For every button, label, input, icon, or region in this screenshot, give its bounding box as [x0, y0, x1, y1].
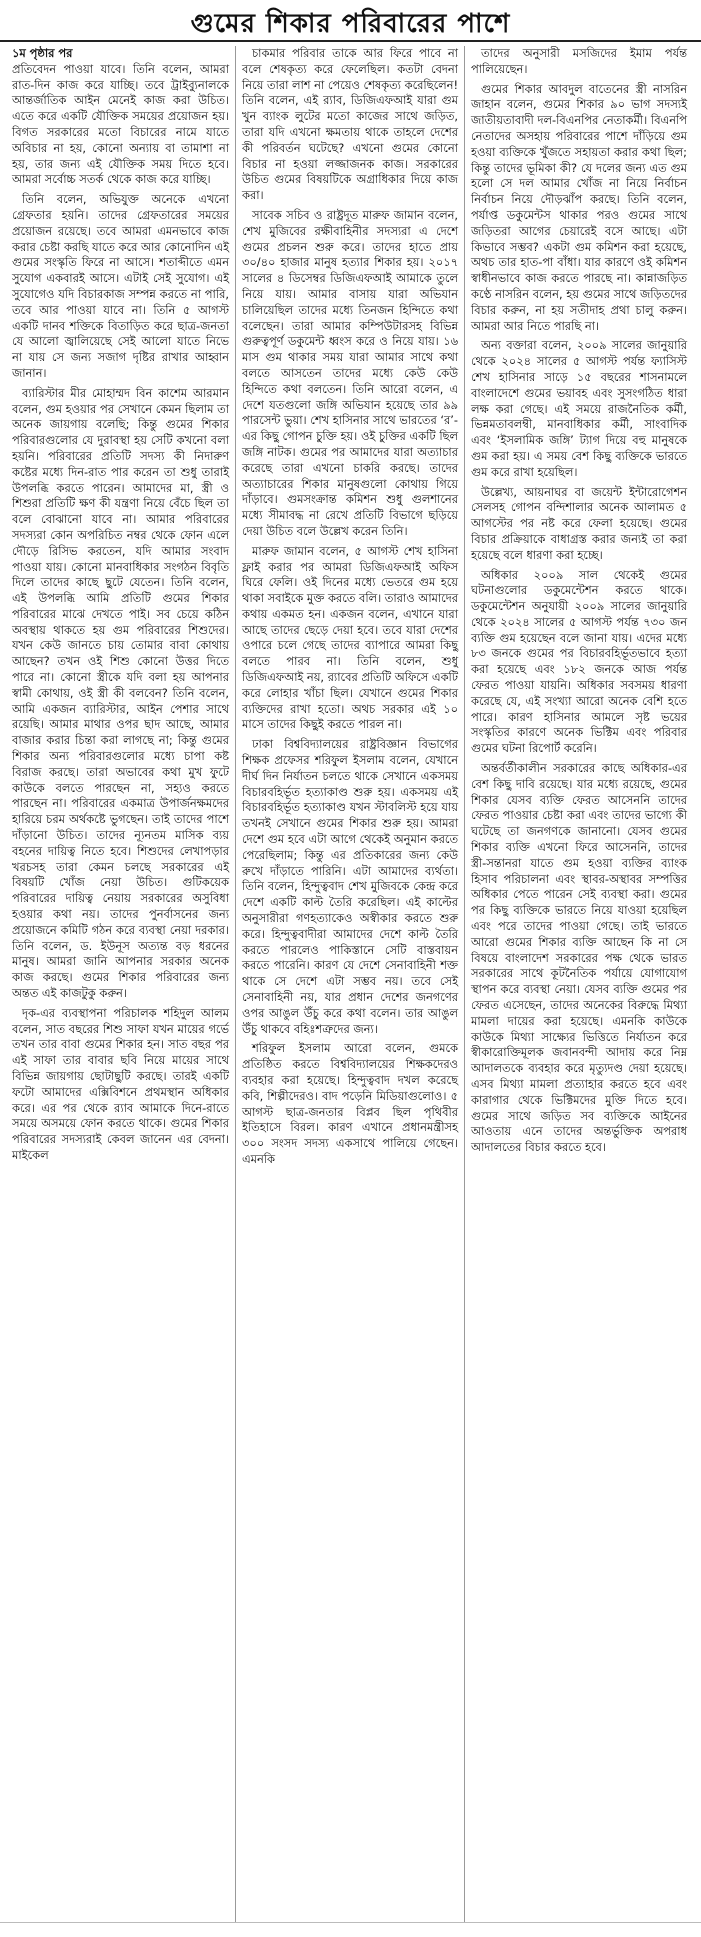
article-paragraph	[471, 338, 687, 480]
column-3	[464, 46, 693, 1922]
article-paragraph	[12, 46, 229, 188]
article-paragraph	[471, 568, 687, 758]
paragraph-text: শরিফুল ইসলাম আরো বলেন, গুমকে প্রতিষ্ঠিত করতে বিশ্ববিদ্যালয়ের শিক্ষকদেরও ব্যবহার করা হয়েছে। হিন্দুত্ববাদ দখল করেছে কবি, শিল্পীদেরও। বাদ পড়েনি মিডিয়াগুলোও। ৫ আগস্ট ছাত্র-জনতার বিপ্লব ছিল পৃথিবীর ইতিহাসে বিরল। কারণ এখানে প্রধানমন্ত্রীসহ ৩০০ সংসদ সদস্য একসাথে পালিয়ে গেছেন। এমনকি	[242, 1041, 458, 1166]
article-columns	[6, 46, 695, 1922]
paragraph-text: উল্লেখ্য, আয়নাঘর বা জয়েন্ট ইন্টারোগেশন সেলসহ গোপন বন্দিশালার অনেক আলামত ৫ আগস্টের পর নষ্ট করে ফেলা হয়েছে। গুমের বিচার প্রক্রিয়াকে বাধাগ্রস্ত করার জন্যই তা করা হয়েছে বলে ধারণা করা হচ্ছে।	[471, 484, 687, 562]
headline-banner	[0, 0, 701, 42]
article-paragraph	[12, 1006, 229, 1164]
article-paragraph	[242, 1041, 458, 1167]
paragraph-text: তাদের অনুসারী মসজিদের ইমাম পর্যন্ত পালিয়েছেন।	[471, 46, 687, 76]
paragraph-text: ঢাকা বিশ্ববিদ্যালয়ের রাষ্ট্রবিজ্ঞান বিভাগের শিক্ষক প্রফেসর শরিফুল ইসলাম বলেন, যেখানে দীর্ঘ দিন নির্যাতন চলতে থাকে সেখানে একসময় বিচারবহির্ভূত হত্যাকাণ্ড শুরু হয়। একসময় এই বিচারবহির্ভূত হত্যাকাণ্ড যখন স্টাবলিস্ট হয়ে যায় তখনই সেখানে গুমের শিকার শুরু হয়। আমরা দেশে গুম হবে এটা আগে থেকেই অনুমান করতে পেরেছিলাম; কিন্তু এর প্রতিকারের জন্য কেউ রুখে দাঁড়াতে পারিনি। এটা আমাদের ব্যর্থতা। তিনি বলেন, হিন্দুত্ববাদ শেখ মুজিবকে কেন্দ্র করে দেশে একটি কাল্ট তৈরি করেছিল। এই কাল্টের অনুসারীরা গণহত্যাকেও অস্বীকার করতে শুরু করে। হিন্দুত্ববাদীরা আমাদের দেশে কাল্ট তৈরি করতে পারলেও পাকিস্তানে সেটি বাস্তবায়ন করতে পারেনি। কারণ যে দেশে সেনাবাহিনী শক্ত থাকে সে দেশে এটা সম্ভব নয়। তবে সেই সেনাবাহিনী নয়, যার প্রধান দেশের জনগণের ওপর আঙুল উঁচু করে কথা বলেন। তার আঙুল উঁচু থাকবে বহিঃশত্রুদের জন্য।	[242, 737, 458, 1036]
article-paragraph	[12, 386, 229, 1002]
article-paragraph	[471, 761, 687, 1156]
article-paragraph	[242, 208, 458, 540]
page-footer-rule	[0, 1922, 701, 1937]
paragraph-text: দৃক-এর ব্যবস্থাপনা পরিচালক শহিদুল আলম বলেন, সাত বছরের শিশু সাফা যখন মায়ের গর্ভে তখন তার বাবা গুমের শিকার হন। সাত বছর পর এই সাফা তার বাবার ছবি নিয়ে মায়ের সাথে বিভিন্ন জায়গায় ছোটাছুটি করছে। তারই একটি ফটো আমাদের এক্সিবিশনে প্রথমস্থান অধিকার করে। এর পর থেকে র‍্যাব আমাকে দিনে-রাতে সময়ে অসময়ে ফোন করতে থাকে। গুমের শিকার পরিবারের সদস্যরাই কেবল জানেন এর বেদনা। মাইকেল	[12, 1005, 229, 1162]
article-paragraph	[12, 192, 229, 382]
paragraph-text: প্রতিবেদন পাওয়া যাবে। তিনি বলেন, আমরা রাত-দিন কাজ করে যাচ্ছি। তবে ট্রাইব্যুনালকে আন্তর্জাতিক আইন মেনেই কাজ করা উচিত। এতে করে একটি যৌক্তিক সময়ের প্রয়োজন হয়। বিগত সরকারের মতো বিচারের নামে যাতে অবিচার না হয়, কোনো অন্যায় বা তামাশা না হয়, তার জন্য এই যৌক্তিক সময় দিতে হবে। আমরা সর্বোচ্চ সতর্ক থেকে কাজ করে যাচ্ছি।	[12, 61, 229, 187]
paragraph-text: ব্যারিস্টার মীর মোহাম্মদ বিন কাশেম আরমান বলেন, গুম হওয়ার পর সেখানে কেমন ছিলাম তা অনেক জায়গায় বলেছি; কিন্তু গুমের শিকার পরিবারগুলোর যে দুরাবস্থা হয় সেটি কখনো বলা হয়নি। পরিবারের প্রতিটি সদস্য কী নিদারুণ কষ্টের মধ্যে দিন-রাত পার করেন তা শুধু তারাই উপলব্ধি করতে পারেন। আমাদের মা, স্ত্রী ও শিশুরা প্রতিটি ক্ষণ কী যন্ত্রণা নিয়ে বেঁচে ছিল তা বলে বোঝানো যাবে না। আমার পরিবারের সদস্যরা কোন অপরিচিত নম্বর থেকে ফোন এলে দৌড়ে রিসিভ করতেন, যদি আমার সংবাদ পাওয়া যায়। কোনো মানবাধিকার সংগঠন বিবৃতি দিলে তাদের কাছে ছুটে যেতেন। তিনি বলেন, এই উপলব্ধি আমি প্রতিটি গুমের শিকার পরিবারের মাঝে দেখতে পাই। সব চেয়ে কঠিন অবস্থায় থাকতে হয় গুম পরিবারের শিশুদের। যখন কেউ জানতে চায় তোমার বাবা কোথায় আছেন? তখন ওই শিশু কোনো উত্তর দিতে পারে না। কোনো স্ত্রীকে যদি বলা হয় আপনার স্বামী কোথায়, ওই স্ত্রী কী বলবেন? তিনি বলেন, আমি একজন ব্যারিস্টার, আইন পেশার সাথে রয়েছি। আমার মাথার ওপর ছাদ আছে, আমার বাজার করার চিন্তা করা লাগছে না; কিন্তু গুমের শিকার অন্য পরিবারগুলোর মধ্যে চাপা কষ্ট বিরাজ করছে। তারা অভাবের কথা মুখ ফুটে কাউকে বলতে পারছেন না, সহ্যও করতে পারছেন না। পরিবারের একমাত্র উপার্জনক্ষমদের হারিয়ে চরম অর্থকষ্টে ভুগছেন। তাই তাদের পাশে দাঁড়ানো উচিত। তাদের ন্যূনতম মাসিক ব্যয় বহনের দায়িত্ব নিতে হবে। শিশুদের লেখাপড়ার খরচসহ তারা কেমন চলছে সরকারের এই বিষয়টি খোঁজ নেয়া উচিত। গুটিকয়েক পরিবারের দায়িত্ব নেয়ায় সরকারের অসুবিধা হওয়ার কথা নয়। তাদের পুনর্বাসনের জন্য প্রয়োজনে কমিটি গঠন করে ব্যবস্থা নেয়া দরকার। তিনি বলেন, ড. ইউনূস অত্যন্ত বড় ধরনের মানুষ। আমরা জানি আপনার সরকার অনেক কাজ করছে। গুমের শিকার পরিবারের জন্য অন্তত এই কাজটুকু করুন।	[12, 385, 229, 1001]
paragraph-text: অন্তর্বর্তীকালীন সরকারের কাছে অধিকার-এর বেশ কিছু দাবি রয়েছে। যার মধ্যে রয়েছে, গুমের শিকার যেসব ব্যক্তি ফেরত আসেননি তাদের ফেরত পাওয়ার চেষ্টা করা এবং তাদের ভাগ্যে কী ঘটেছে তা জনগণকে জানানো। যেসব গুমের শিকার ব্যক্তি এখনো ফিরে আসেননি, তাদের স্ত্রী-সন্তানরা যাতে গুম হওয়া ব্যক্তির ব্যাংক হিসাব পরিচালনা এবং স্থাবর-অস্থাবর সম্পত্তির অধিকার পেতে পারেন সেই ব্যবস্থা করা। গুমের পর কিছু ব্যক্তিকে ভারতে নিয়ে যাওয়া হয়েছিল এবং পরে তাদের পাওয়া গেছে। তাই ভারতে আরো গুমের শিকার ব্যক্তি আছেন কি না সে বিষয়ে বাংলাদেশ সরকারের পক্ষ থেকে ভারত সরকারের সাথে কূটনৈতিক পর্যায়ে যোগাযোগ স্থাপন করে ব্যবস্থা নেয়া। যেসব ব্যক্তি গুমের পর ফেরত এসেছেন, তাদের অনেকের বিরুদ্ধে মিথ্যা মামলা দায়ের করা হয়েছে। এমনকি কাউকে কাউকে মিথ্যা সাক্ষ্যের ভিত্তিতে নির্যাতন করে স্বীকারোক্তিমূলক জবানবন্দী আদায় করে নিম্ন আদালতকে ব্যবহার করে মৃত্যুদণ্ড দেয়া হয়েছে। এসব মিথ্যা মামলা প্রত্যাহার করতে হবে এবং কারাগার থেকে ভিক্টিমদের মুক্তি দিতে হবে। গুমের সাথে জড়িত সব ব্যক্তিকে আইনের আওতায় এনে তাদের অন্তর্ভুক্তিক অপরাধ আদালতের বিচার করতে হবে।	[471, 761, 687, 1155]
paragraph-text: গুমের শিকার আবদুল বাতেনের স্ত্রী নাসরিন জাহান বলেন, গুমের শিকার ৯০ ভাগ সদস্যই জাতীয়তাবাদী দল-বিএনপির নেতাকর্মী। বিএনপি নেতাদের অসহায় পরিবারের পাশে দাঁড়িয়ে গুম হওয়া ব্যক্তিকে খুঁজতে সহায়তা করার কথা ছিল; কিন্তু তাদের ভূমিকা কী? যে দলের জন্য এত গুম হলো সে দল আমার খোঁজ না নিয়ে নির্বাচন নির্বাচন নিয়ে দৌড়ঝাঁপ করছে। তিনি বলেন, পর্যাপ্ত ডকুমেন্টস থাকার পরও গুমের সাথে জড়িতরা আগের চেয়ারেই বসে আছে। এটা কিভাবে সম্ভব? একটা গুম কমিশন করা হয়েছে, অথচ তার হাত-পা বাঁধা। যার কারণে ওই কমিশন স্বাধীনভাবে কাজ করতে পারছে না। কান্নাজড়িত কণ্ঠে নাসরিন বলেন, হয় গুমের সাথে জড়িতদের বিচার করুন, না হয় সতীদাহ প্রথা চালু করুন। আমরা আর নিতে পারছি না।	[471, 81, 687, 333]
paragraph-text: চাকমার পরিবার তাকে আর ফিরে পাবে না বলে শেষকৃত্য করে ফেলেছিল। কতটা বেদনা নিয়ে তারা লাশ না পেয়েও শেষকৃত্য করেছিলেন! তিনি বলেন, এই র‍্যাব, ডিজিএফআই যারা গুম খুন ব্যাংক লুটের মতো কাজের সাথে জড়িত, তারা যদি এখনো ক্ষমতায় থাকে তাহলে দেশের কী পরিবর্তন ঘটেছে? এখনো গুমের কোনো বিচার না হওয়া লজ্জাজনক কাজ। সরকারের উচিত গুমের বিষয়টিকে অগ্রাধিকার দিয়ে কাজ করা।	[242, 46, 459, 203]
paragraph-text: অধিকার ২০০৯ সাল থেকেই গুমের ঘটনাগুলোর ডকুমেন্টেশন করতে থাকে। ডকুমেন্টেশন অনুযায়ী ২০০৯ সালের জানুয়ারি থেকে ২০২৪ সালের ৫ আগস্ট পর্যন্ত ৭৩০ জন ব্যক্তি গুম হয়েছেন বলে জানা যায়। এদের মধ্যে ৮৩ জনকে গুমের পর বিচারবহির্ভূতভাবে হত্যা করা হয়েছে এবং ১৮২ জনকে আজ পর্যন্ত ফেরত পাওয়া যায়নি। অধিকার সবসময় ধারণা করেছে যে, এই সংখ্যা আরো অনেক বেশি হতে পারে। কারণ হাসিনার আমলে সৃষ্ট ভয়ের সংস্কৃতির কারণে অনেক ভিক্টিম এবং পরিবার গুমের ঘটনা রিপোর্ট করেনি।	[471, 567, 687, 756]
paragraph-text: অন্য বক্তারা বলেন, ২০০৯ সালের জানুয়ারি থেকে ২০২৪ সালের ৫ আগস্ট পর্যন্ত ফ্যাসিস্ট শেখ হাসিনার সাড়ে ১৫ বছরের শাসনামলে বাংলাদেশে গুমের ভয়াবহ এবং সুসংগঠিত ধারা লক্ষ করা গেছে। এই সময়ে রাজনৈতিক কর্মী, ভিন্নমতাবলম্বী, মানবাধিকার কর্মী, সাংবাদিক এবং ‘ইসলামিক জঙ্গি’ ট্যাগ দিয়ে বহু মানুষকে গুম করা হয়। এ সময় বেশ কিছু ব্যক্তিকে ভারতে গুম করে রাখা হয়েছিল।	[471, 338, 687, 479]
headline: গুমের শিকার পরিবারের পাশে	[190, 9, 511, 39]
column-2	[235, 46, 464, 1922]
article-paragraph	[471, 485, 687, 564]
paragraph-text: মারুফ জামান বলেন, ৫ আগস্ট শেখ হাসিনা ফ্লাই করার পর আমরা ডিজিএফআই অফিস ঘিরে ফেলি। ওই দিনের মধ্যে ভেতরে গুম হয়ে থাকা সবাইকে মুক্ত করতে বলি। তারাও আমাদের কথায় একমত হন। একজন বলেন, এখানে যারা আছে তাদের ছেড়ে দেয়া হবে। তবে যারা দেশের ওপারে চলে গেছে তাদের ব্যাপারে আমরা কিছু বলতে পারব না। তিনি বলেন, শুধু ডিজিএফআই নয়, র‍্যাবের প্রতিটি অফিসে একটি করে লোহার খাঁচা ছিল। যেখানে গুমের শিকার ব্যক্তিদের রাখা হতো। অথচ সরকার এই ১০ মাসে তাদের কিছুই করতে পারল না।	[242, 543, 459, 732]
continued-from-label: ১ম পৃষ্ঠার পর	[12, 46, 73, 60]
article-paragraph	[471, 82, 687, 335]
article-paragraph	[242, 544, 458, 734]
article-paragraph	[242, 46, 458, 204]
article-paragraph	[242, 737, 458, 1037]
column-1	[6, 46, 235, 1922]
article-paragraph	[471, 46, 687, 78]
paragraph-text: তিনি বলেন, অভিযুক্ত অনেকে এখনো গ্রেফতার হয়নি। তাদের গ্রেফতারের সময়ের প্রয়োজন রয়েছে। তবে আমরা এমনভাবে কাজ করার চেষ্টা করছি যাতে করে আর কোনোদিন এই গুমের সংস্কৃতি ফিরে না আসে। শতাব্দীতে এমন সুযোগ একবারই আসে। এটাই সেই সুযোগ। এই সুযোগেও যদি বিচারকাজ সম্পন্ন করতে না পারি, তবে আর পাওয়া যাবে না। তিনি ৫ আগস্ট একটি দানব শক্তিকে বিতাড়িত করে ছাত্র-জনতা যে আলো জ্বালিয়েছে সেই আলো যাতে নিভে না যায় সে জন্য সজাগ দৃষ্টির রাখার আহ্বান জানান।	[12, 192, 230, 380]
paragraph-text: সাবেক সচিব ও রাষ্ট্রদূত মারুফ জামান বলেন, শেখ মুজিবের রক্ষীবাহিনীর সদস্যরা এ দেশে গুমের প্রচলন শুরু করে। তাদের হাতে প্রায় ৩০/৪০ হাজার মানুষ হত্যার শিকার হয়। ২০১৭ সালের ৪ ডিসেম্বর ডিজিএফআই আমাকে তুলে নিয়ে যায়। আমার বাসায় যারা অভিযান চালিয়েছিল তাদের মধ্যে তিনজন হিন্দিতে কথা বলেছেন। তারা আমার কম্পিউটারসহ বিভিন্ন গুরুত্বপূর্ণ ডকুমেন্ট ধ্বংস করে ও নিয়ে যায়। ১৬ মাস গুম থাকার সময় যারা আমার সাথে কথা বলতে আসতেন তাদের মধ্যে কেউ কেউ হিন্দিতে কথা বলতেন। তিনি আরো বলেন, এ দেশে যতগুলো জঙ্গি অভিযান হয়েছে তার ৯৯ পারসেন্ট ভুয়া। শেখ হাসিনার সাথে ভারতের ‘র’-এর কিছু গোপন চুক্তি হয়। ওই চুক্তির একটি ছিল জঙ্গি নাটক। গুমের পর আমাদের যারা অত্যাচার করেছে তারা এখনো চাকরি করছে। তাদের অত্যাচারের শিকার মানুষগুলো কোথায় গিয়ে দাঁড়াবে। গুমসংক্রান্ত কমিশন শুধু গুলশানের মধ্যে সীমাবদ্ধ না রেখে প্রতিটি বিভাগে ছড়িয়ে দেয়া উচিত বলে উল্লেখ করেন তিনি।	[242, 207, 458, 538]
